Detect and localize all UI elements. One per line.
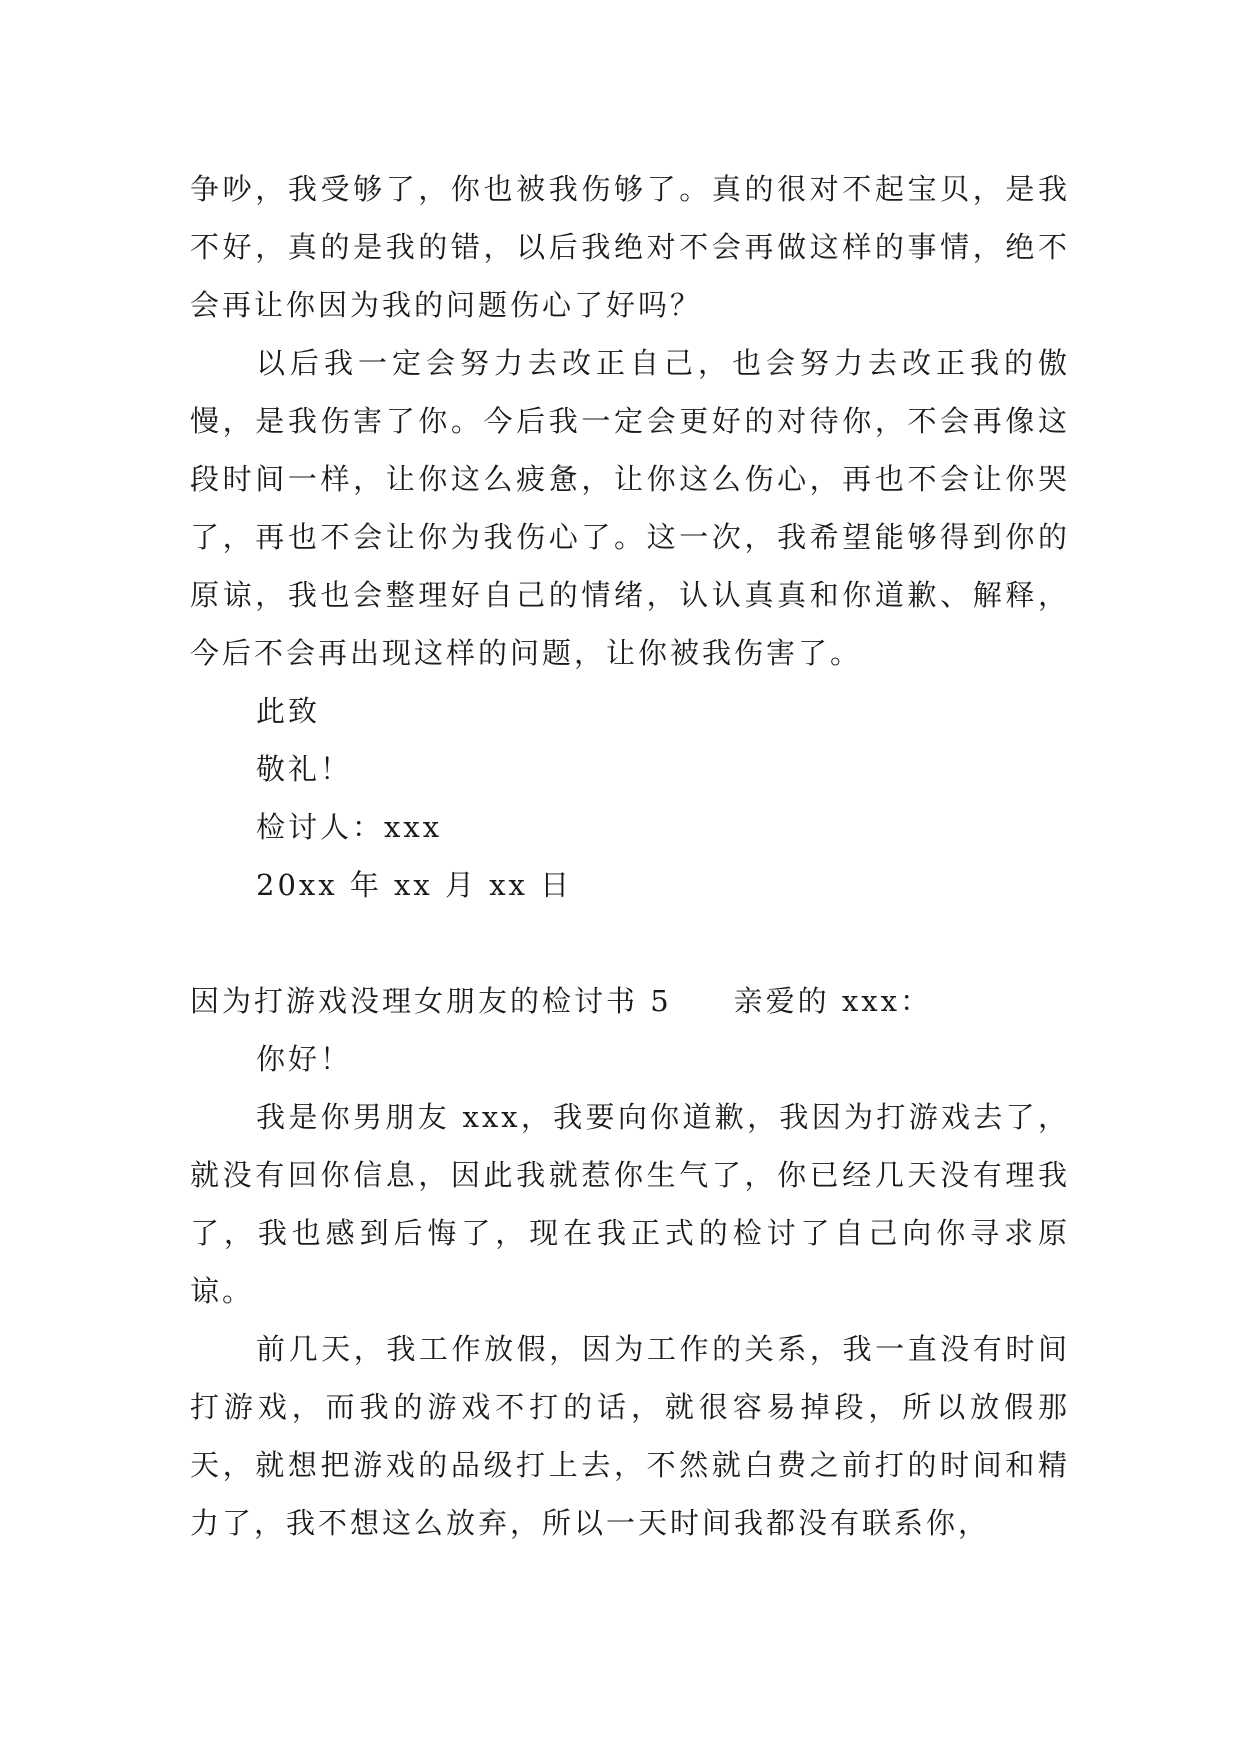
signature: 检讨人：xxx — [256, 810, 443, 844]
section-spacer — [190, 914, 1070, 972]
section-title: 因为打游戏没理女朋友的检讨书 5 — [190, 984, 672, 1018]
paragraph-introduction: 我是你男朋友 xxx，我要向你道歉，我因为打游戏去了，就没有回你信息，因此我就惹你生气了，你已经几天没有理我了，我也感到后悔了，现在我正式的检讨了自己向你寻求原谅。 — [190, 1100, 1070, 1308]
salutation: 亲爱的 xxx： — [733, 984, 932, 1018]
document-body — [190, 160, 1070, 1552]
paragraph-promise: 以后我一定会努力去改正自己，也会努力去改正我的傲慢，是我伤害了你。今后我一定会更好的对待你，不会再像这段时间一样，让你这么疲惫，让你这么伤心，再也不会让你哭了，再也不会让你为我伤心了。这一次，我希望能够得到你的原谅，我也会整理好自己的情绪，认认真真和你道歉、解释，今后不会再出现这样的问题，让你被我伤害了。 — [190, 346, 1070, 670]
closing-regards: 敬礼！ — [256, 752, 353, 786]
section-heading-line — [190, 972, 1070, 1030]
date-line: 20xx 年 xx 月 xx 日 — [256, 868, 573, 902]
greeting: 你好！ — [256, 1042, 353, 1076]
paragraph-apology-continued: 争吵，我受够了，你也被我伤够了。真的很对不起宝贝，是我不好，真的是我的错，以后我绝对不会再做这样的事情，绝不会再让你因为我的问题伤心了好吗？ — [190, 172, 1070, 322]
paragraph-explanation: 前几天，我工作放假，因为工作的关系，我一直没有时间打游戏，而我的游戏不打的话，就很容易掉段，所以放假那天，就想把游戏的品级打上去，不然就白费之前打的时间和精力了，我不想这么放弃，所以一天时间我都没有联系你， — [190, 1332, 1070, 1540]
closing-salutation: 此致 — [256, 694, 321, 728]
